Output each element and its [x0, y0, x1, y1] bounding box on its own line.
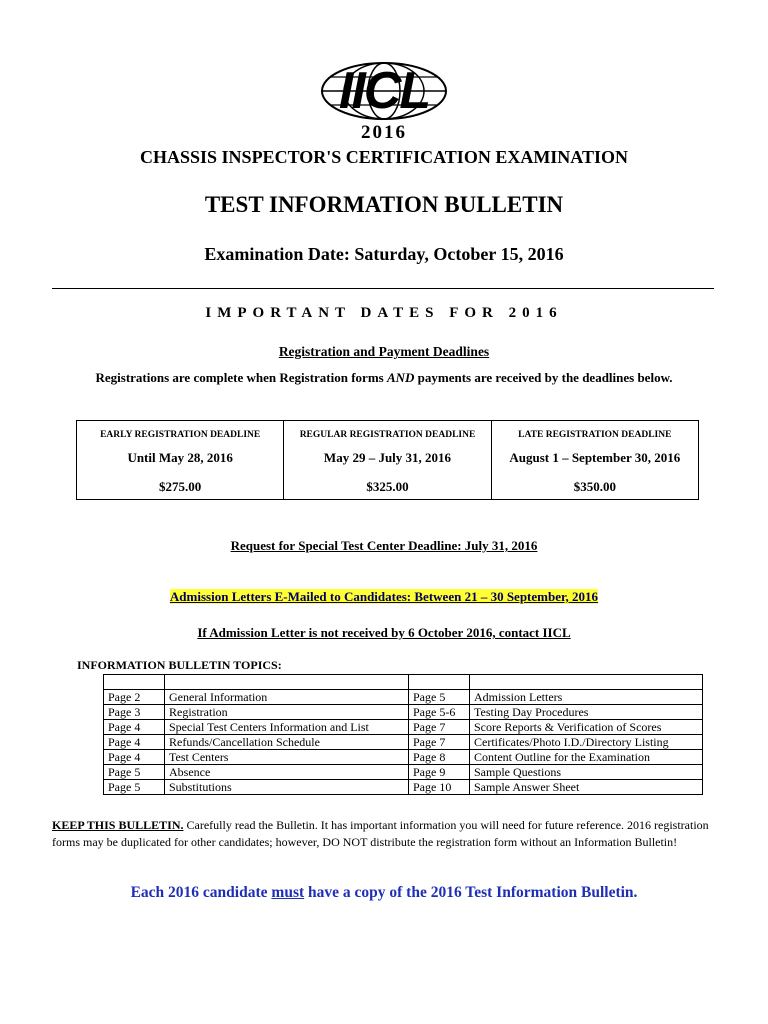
topic-title: [165, 675, 409, 690]
topic-page: [104, 675, 165, 690]
topic-title: Sample Answer Sheet: [470, 780, 703, 795]
topic-title: Refunds/Cancellation Schedule: [165, 735, 409, 750]
topic-page: Page 5: [104, 780, 165, 795]
keep-bulletin-text: Carefully read the Bulletin. It has important information you will need for future reference. 2016 registration forms may be duplicated for other candidates; however, DO NOT distribute the registration form without an Information Bulletin!: [52, 818, 709, 849]
divider: [52, 288, 714, 289]
topic-title: Score Reports & Verification of Scores: [470, 720, 703, 735]
topic-page: Page 5: [104, 765, 165, 780]
registration-heading: Registration and Payment Deadlines: [278, 344, 490, 359]
bulletin-year: 2016: [361, 122, 407, 143]
deadline-fee: $325.00: [366, 479, 409, 494]
deadline-date: August 1 – September 30, 2016: [509, 450, 681, 465]
topic-page: Page 2: [104, 690, 165, 705]
bulletin-title: TEST INFORMATION BULLETIN: [204, 192, 564, 217]
topics-row: [104, 720, 703, 735]
footer-must: must: [271, 884, 305, 901]
keep-bulletin-label: KEEP THIS BULLETIN.: [52, 818, 184, 832]
topic-title: Certificates/Photo I.D./Directory Listing: [470, 735, 703, 750]
topic-page: Page 7: [409, 735, 470, 750]
deadline-fee: $350.00: [573, 479, 616, 494]
exam-title: CHASSIS INSPECTOR'S CERTIFICATION EXAMINATION: [140, 147, 628, 167]
note-after: payments are received by the deadlines below.: [414, 370, 673, 385]
deadline-label: REGULAR REGISTRATION DEADLINE: [299, 430, 476, 440]
deadline-regular: [284, 421, 491, 499]
topic-title: Registration: [165, 705, 409, 720]
topics-row: [104, 750, 703, 765]
topic-page: Page 5-6: [409, 705, 470, 720]
not-received-notice: If Admission Letter is not received by 6 October 2016, contact IICL: [197, 625, 571, 640]
topic-page: [409, 675, 470, 690]
footer-before: Each 2016 candidate: [130, 884, 272, 901]
topic-title: Sample Questions: [470, 765, 703, 780]
topic-title: Absence: [165, 765, 409, 780]
topic-title: Test Centers: [165, 750, 409, 765]
keep-bulletin-note: [52, 817, 720, 851]
topic-title: [470, 675, 703, 690]
deadline-label: EARLY REGISTRATION DEADLINE: [100, 430, 261, 440]
deadline-date: May 29 – July 31, 2016: [323, 450, 452, 465]
topic-page: Page 7: [409, 720, 470, 735]
deadline-date: Until May 28, 2016: [127, 450, 233, 465]
topic-page: Page 9: [409, 765, 470, 780]
special-center-deadline: Request for Special Test Center Deadline: July 31, 2016: [230, 538, 538, 553]
deadline-fee: $275.00: [159, 479, 202, 494]
deadlines-table: [76, 420, 699, 500]
deadline-early: [77, 421, 284, 499]
registration-note: [0, 370, 768, 386]
topic-title: Special Test Centers Information and List: [165, 720, 409, 735]
topic-title: Admission Letters: [470, 690, 703, 705]
topic-page: Page 3: [104, 705, 165, 720]
topic-title: Testing Day Procedures: [470, 705, 703, 720]
topics-table: [103, 674, 703, 795]
topics-row: [104, 735, 703, 750]
deadline-label: LATE REGISTRATION DEADLINE: [518, 430, 672, 440]
note-before: Registrations are complete when Registration forms: [95, 370, 387, 385]
topic-page: Page 5: [409, 690, 470, 705]
topics-row: [104, 690, 703, 705]
exam-date: Examination Date: Saturday, October 15, 2016: [204, 244, 564, 264]
deadline-late: [492, 421, 698, 499]
important-dates-heading: IMPORTANT DATES FOR 2016: [205, 305, 563, 321]
topic-page: Page 8: [409, 750, 470, 765]
topics-row: [104, 675, 703, 690]
topics-heading: INFORMATION BULLETIN TOPICS:: [77, 658, 282, 672]
topic-page: Page 4: [104, 750, 165, 765]
note-emphasis: AND: [386, 370, 415, 385]
topic-title: General Information: [165, 690, 409, 705]
footer-reminder: [0, 884, 768, 902]
topics-row: [104, 765, 703, 780]
footer-after: have a copy of the 2016 Test Information Bulletin.: [304, 884, 638, 901]
topic-page: Page 4: [104, 735, 165, 750]
logo-text: IICL: [338, 62, 430, 120]
topics-row: [104, 780, 703, 795]
iicl-logo: [318, 60, 450, 122]
topic-page: Page 10: [409, 780, 470, 795]
topic-page: Page 4: [104, 720, 165, 735]
topic-title: Content Outline for the Examination: [470, 750, 703, 765]
highlighted-notice: Admission Letters E-Mailed to Candidates: Between 21 – 30 September, 2016: [169, 589, 599, 604]
topics-row: [104, 705, 703, 720]
topic-title: Substitutions: [165, 780, 409, 795]
admission-emailed-notice: [0, 589, 768, 605]
topics-body: [104, 675, 703, 795]
